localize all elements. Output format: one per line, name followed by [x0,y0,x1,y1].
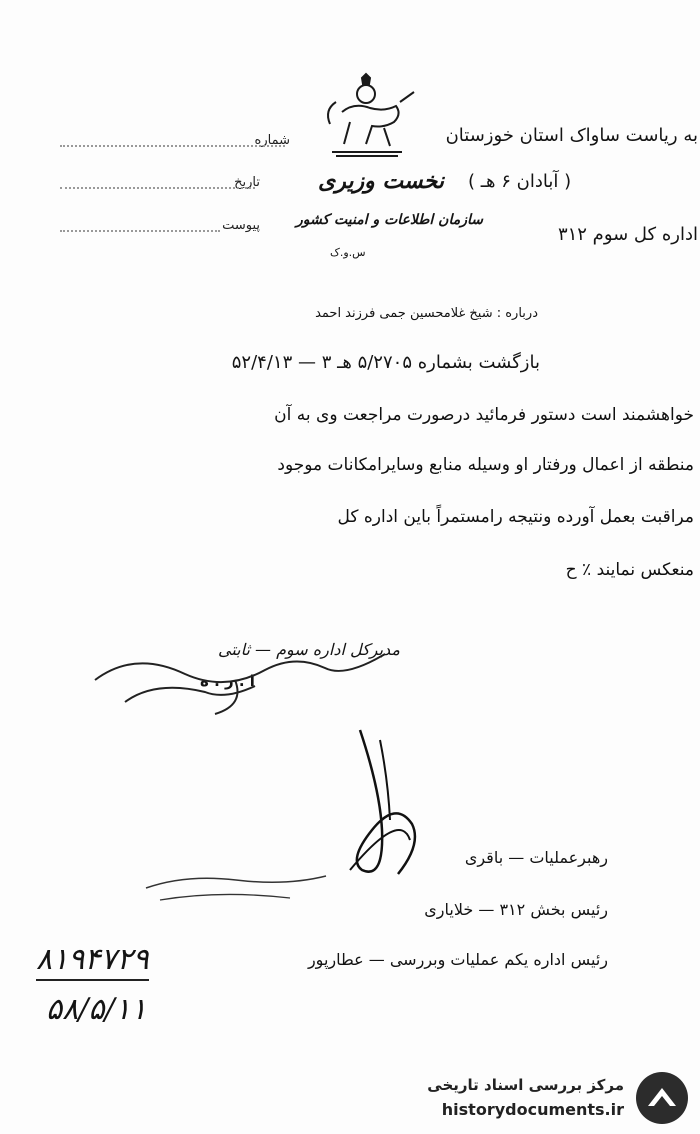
lion-sun-crest-icon [322,72,418,164]
reference-line: بازگشت بشماره ۵/۲۷۰۵ هـ ۳ — ۵۲/۴/۱۳ [231,352,540,373]
watermark-name: مرکز بررسی اسناد تاریخی [427,1076,624,1094]
number-label: شماره [254,133,290,148]
date-line [60,187,255,189]
watermark-url: historydocuments.ir [441,1100,624,1119]
ministry-title: نخست وزیری [318,168,444,194]
subject-line: درباره : شیخ غلامحسین جمی فرزند احمد [315,306,538,321]
body-line: منعکس نمایند ٪ ح [565,560,694,580]
city-line: ( آبادان ۶ هـ ) [468,171,572,192]
signatory-initials: ا . ر . ه [200,672,255,690]
signatory-title: مدیرکل اداره سوم — ثابتی [218,640,400,659]
organization-name: سازمان اطلاعات و امنیت کشور [296,212,483,228]
archive-date: ۵۸/۵/۱۱ [46,992,147,1027]
attachment-line [60,230,220,232]
date-label: تاریخ [234,175,260,190]
approval-line: رئیس بخش ۳۱۲ — خلایاری [424,900,608,919]
body-line: منطقه از اعمال ورفتار او وسیله منابع وسایرامکانات موجود [277,455,694,475]
classification-mark: س.و.ک [330,246,366,259]
number-line [60,145,285,147]
book-logo-icon [634,1070,690,1126]
signature-scribble-1 [85,640,405,720]
body-line: مراقبت بعمل آورده ونتیجه رامستمراً باین اداره کل [337,507,694,527]
attachment-label: پیوست [222,218,260,233]
signature-scribble-3 [140,860,370,910]
watermark [414,1070,694,1128]
approval-line: رهبرعملیات — باقری [464,848,608,867]
department-line: اداره کل سوم ۳۱۲ [557,224,698,245]
approval-line: رئیس اداره یکم عملیات وبررسی — عطارپور [307,950,608,969]
archive-number: ۸۱۹۴۷۲۹ [36,942,149,981]
body-line: خواهشمند است دستور فرمائید درصورت مراجعت وی به آن [274,405,694,425]
recipient-line: به ریاست ساواک استان خوزستان [445,125,698,146]
